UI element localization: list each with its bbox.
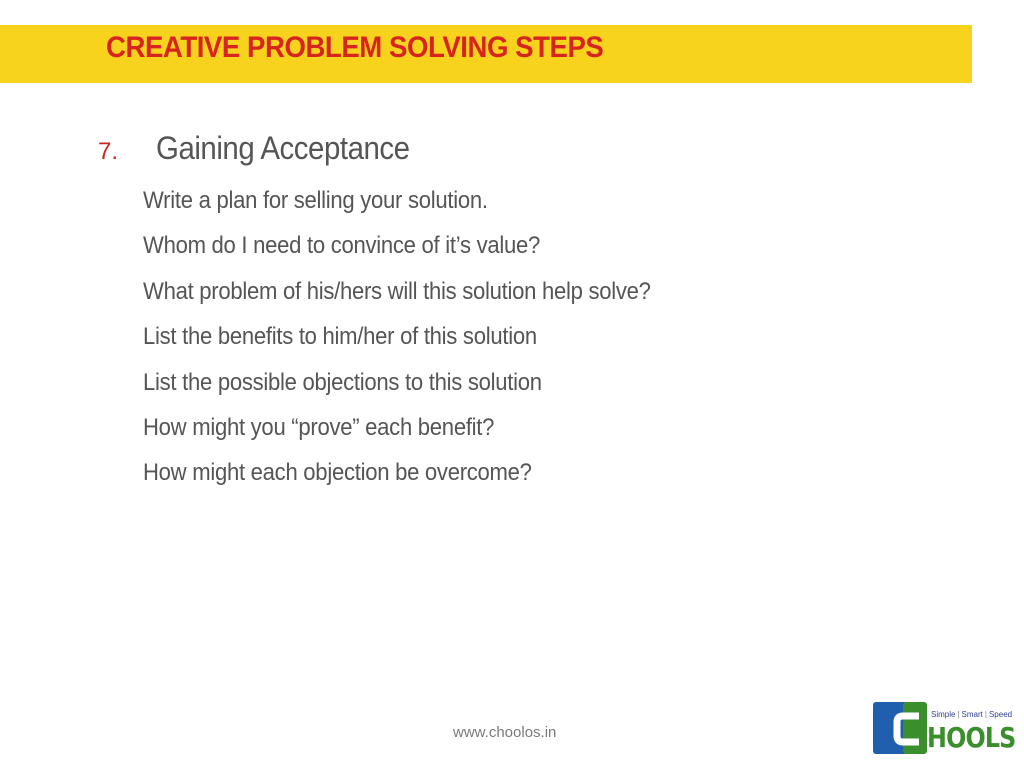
step-point-list: [143, 186, 695, 504]
tagline-speed: Speed: [988, 710, 1013, 719]
tagline-simple: Simple: [931, 710, 956, 719]
step-number: 7.: [98, 138, 119, 165]
step-point: Whom do I need to convince of it’s value?: [143, 232, 540, 260]
step-point: How might each objection be overcome?: [143, 459, 532, 487]
step-heading: Gaining Acceptance: [156, 130, 410, 166]
step-point: What problem of his/hers will this solution help solve?: [143, 277, 651, 305]
footer-url: www.choolos.in: [453, 724, 557, 741]
step-point: List the benefits to him/her of this solution: [143, 323, 537, 351]
logo-c-mark-icon: [873, 700, 929, 756]
logo-tagline: Simple | Smart | Speed: [931, 710, 1013, 719]
step-point: How might you “prove” each benefit?: [143, 413, 495, 441]
slide-title: CREATIVE PROBLEM SOLVING STEPS: [106, 31, 604, 64]
step-point: Write a plan for selling your solution.: [143, 187, 488, 214]
logo-wordmark: HOOLS: [927, 721, 1016, 754]
choolos-logo: [873, 700, 1015, 756]
step-point: List the possible objections to this solution: [143, 368, 542, 396]
tagline-smart: Smart: [961, 710, 983, 719]
